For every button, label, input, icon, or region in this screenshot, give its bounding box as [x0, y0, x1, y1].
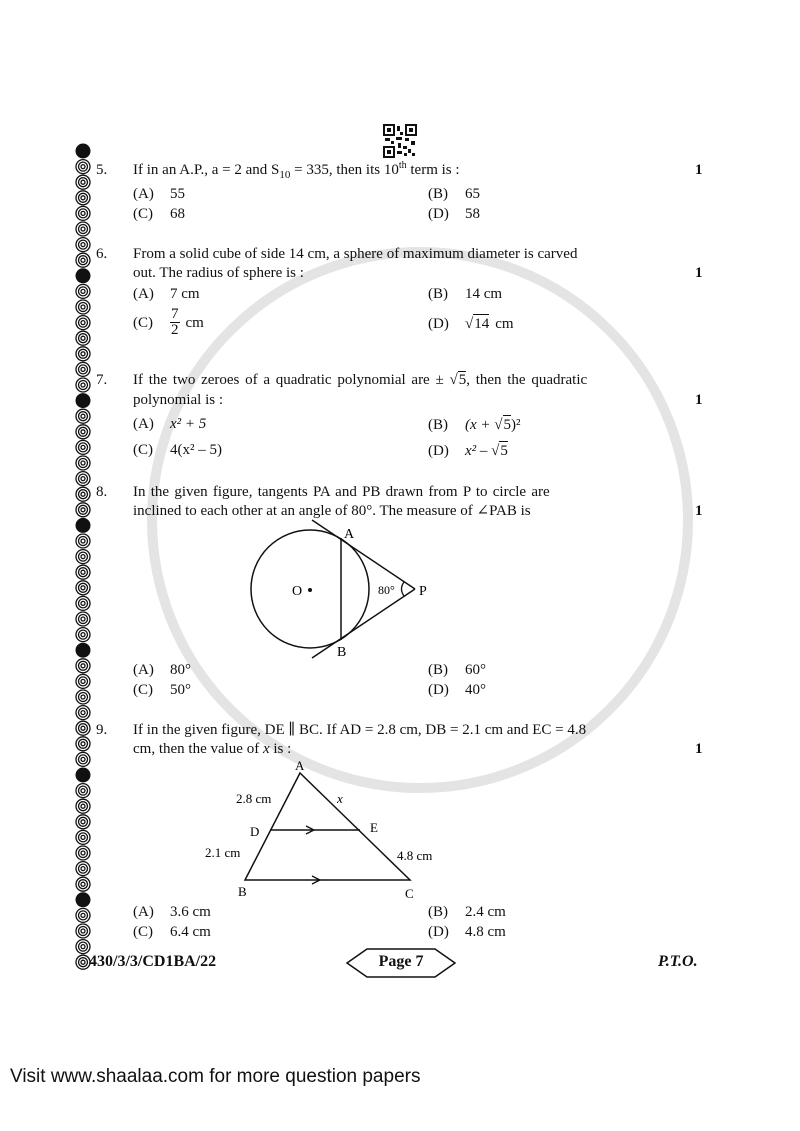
option-d: (D) 40°: [428, 682, 486, 698]
option-c: (C) 6.4 cm: [133, 924, 211, 940]
question-text: If in the given figure, DE ∥ BC. If AD = 2.8 cm, DB = 2.1 cm and EC = 4.8: [133, 722, 587, 738]
ring-icon: [76, 347, 90, 361]
filled-ring-icon: [76, 144, 90, 158]
marks: 1: [695, 503, 703, 519]
ring-icon: [76, 596, 90, 610]
option-d: (D) 58: [428, 206, 480, 222]
ring-icon: [76, 799, 90, 813]
ring-icon: [76, 830, 90, 844]
ring-icon: [76, 721, 90, 735]
option-c: (C) $\frac{7}{2}$ cm: [133, 306, 204, 338]
ring-icon: [76, 581, 90, 595]
ring-icon: [76, 784, 90, 798]
marks: 1: [695, 741, 703, 757]
ring-icon: [76, 862, 90, 876]
ring-icon: [76, 362, 90, 376]
ring-icon: [76, 456, 90, 470]
filled-ring-icon: [76, 269, 90, 283]
ring-icon: [76, 253, 90, 267]
marks: 1: [695, 162, 703, 178]
filled-ring-icon: [76, 643, 90, 657]
ring-icon: [76, 815, 90, 829]
option-a: (A) 80°: [133, 662, 191, 678]
paper-code: 430/3/3/CD1BA/22: [89, 953, 217, 970]
question-text: If in an A.P., a = 2 and $S_{10} = 335$, then its 10th term is :: [133, 160, 460, 181]
option-a: (A) 7 cm: [133, 286, 200, 302]
ring-icon: [76, 565, 90, 579]
question-number: 7.: [96, 372, 108, 388]
label-e: E: [370, 820, 378, 835]
question-text: If the two zeroes of a quadratic polynomial are ± √5, then the quadratic: [133, 372, 588, 388]
ring-icon: [76, 472, 90, 486]
ring-icon: [76, 674, 90, 688]
label-c: C: [405, 886, 414, 901]
page-number: Page 7: [378, 953, 424, 970]
ring-icon: [76, 191, 90, 205]
ring-icon: [76, 331, 90, 345]
option-c: (C) 50°: [133, 682, 191, 698]
ring-icon: [76, 160, 90, 174]
ring-icon: [76, 908, 90, 922]
label-a: A: [344, 527, 355, 542]
option-a: (A) 55: [133, 186, 185, 202]
option-c: (C) 68: [133, 206, 185, 222]
option-b: (B) 2.4 cm: [428, 904, 506, 920]
question-text: From a solid cube of side 14 cm, a sphere of maximum diameter is carved: [133, 246, 578, 262]
ring-icon: [76, 846, 90, 860]
ring-icon: [76, 316, 90, 330]
filled-ring-icon: [76, 768, 90, 782]
label-b: B: [337, 645, 347, 660]
question-text-line2: polynomial is :: [133, 392, 223, 408]
ring-icon: [76, 409, 90, 423]
option-b: (B) 14 cm: [428, 286, 503, 302]
label-angle: 80°: [378, 583, 395, 597]
filled-ring-icon: [76, 518, 90, 532]
ring-icon: [76, 659, 90, 673]
option-b: (B) 65: [428, 186, 480, 202]
visit-link-text[interactable]: Visit www.shaalaa.com for more question papers: [10, 1066, 421, 1087]
ring-icon: [76, 737, 90, 751]
ring-icon: [76, 690, 90, 704]
question-text-line2: out. The radius of sphere is :: [133, 265, 304, 281]
ring-icon: [76, 534, 90, 548]
label-d: D: [250, 824, 260, 839]
option-c: (C) 4(x² – 5): [133, 442, 222, 458]
ring-icon: [76, 175, 90, 189]
circle-tangent-figure: [230, 518, 450, 660]
option-d: (D) √ 14 cm: [428, 315, 514, 332]
label-p: P: [419, 584, 427, 599]
margin-rings: [0, 0, 100, 1000]
question-text: In the given figure, tangents PA and PB drawn from P to circle are: [133, 484, 550, 500]
ring-icon: [76, 487, 90, 501]
label-o: O: [292, 584, 303, 599]
ring-icon: [76, 924, 90, 938]
question-text-line2: cm, then the value of x is :: [133, 741, 292, 757]
question-number: 8.: [96, 484, 108, 500]
marks: 1: [695, 265, 703, 281]
ring-icon: [76, 550, 90, 564]
option-b: (B) 60°: [428, 662, 486, 678]
question-number: 5.: [96, 162, 108, 178]
ring-icon: [76, 940, 90, 954]
ring-icon: [76, 425, 90, 439]
marks: 1: [695, 392, 703, 408]
qr-code-icon: [383, 124, 417, 158]
label-ae: x: [337, 791, 343, 806]
ring-icon: [76, 378, 90, 392]
filled-ring-icon: [76, 893, 90, 907]
ring-icon: [76, 706, 90, 720]
question-text-line2: inclined to each other at an angle of 80°. The measure of ∠PAB is: [133, 503, 531, 519]
ring-icon: [76, 238, 90, 252]
ring-icon: [76, 752, 90, 766]
ring-icon: [76, 206, 90, 220]
ring-icon: [76, 955, 90, 969]
ring-icon: [76, 877, 90, 891]
question-number: 6.: [96, 246, 108, 262]
ring-icon: [76, 284, 90, 298]
option-a: (A) 3.6 cm: [133, 904, 211, 920]
filled-ring-icon: [76, 394, 90, 408]
ring-icon: [76, 612, 90, 626]
label-b: B: [238, 884, 247, 899]
label-ec: 4.8 cm: [397, 848, 433, 863]
option-d: (D) x² – √ 5: [428, 442, 508, 459]
question-number: 9.: [96, 722, 108, 738]
option-a: (A) x² + 5: [133, 416, 207, 432]
label-a: A: [295, 758, 305, 773]
option-b: (B) (x + √ 5 )²: [428, 416, 521, 433]
ring-icon: [76, 503, 90, 517]
ring-icon: [76, 222, 90, 236]
option-d: (D) 4.8 cm: [428, 924, 506, 940]
triangle-figure: [200, 758, 450, 901]
pto-label: P.T.O.: [658, 953, 698, 970]
ring-icon: [76, 628, 90, 642]
label-db: 2.1 cm: [205, 845, 241, 860]
page-badge: [345, 947, 457, 979]
ring-icon: [76, 300, 90, 314]
label-ad: 2.8 cm: [236, 791, 272, 806]
ring-icon: [76, 440, 90, 454]
